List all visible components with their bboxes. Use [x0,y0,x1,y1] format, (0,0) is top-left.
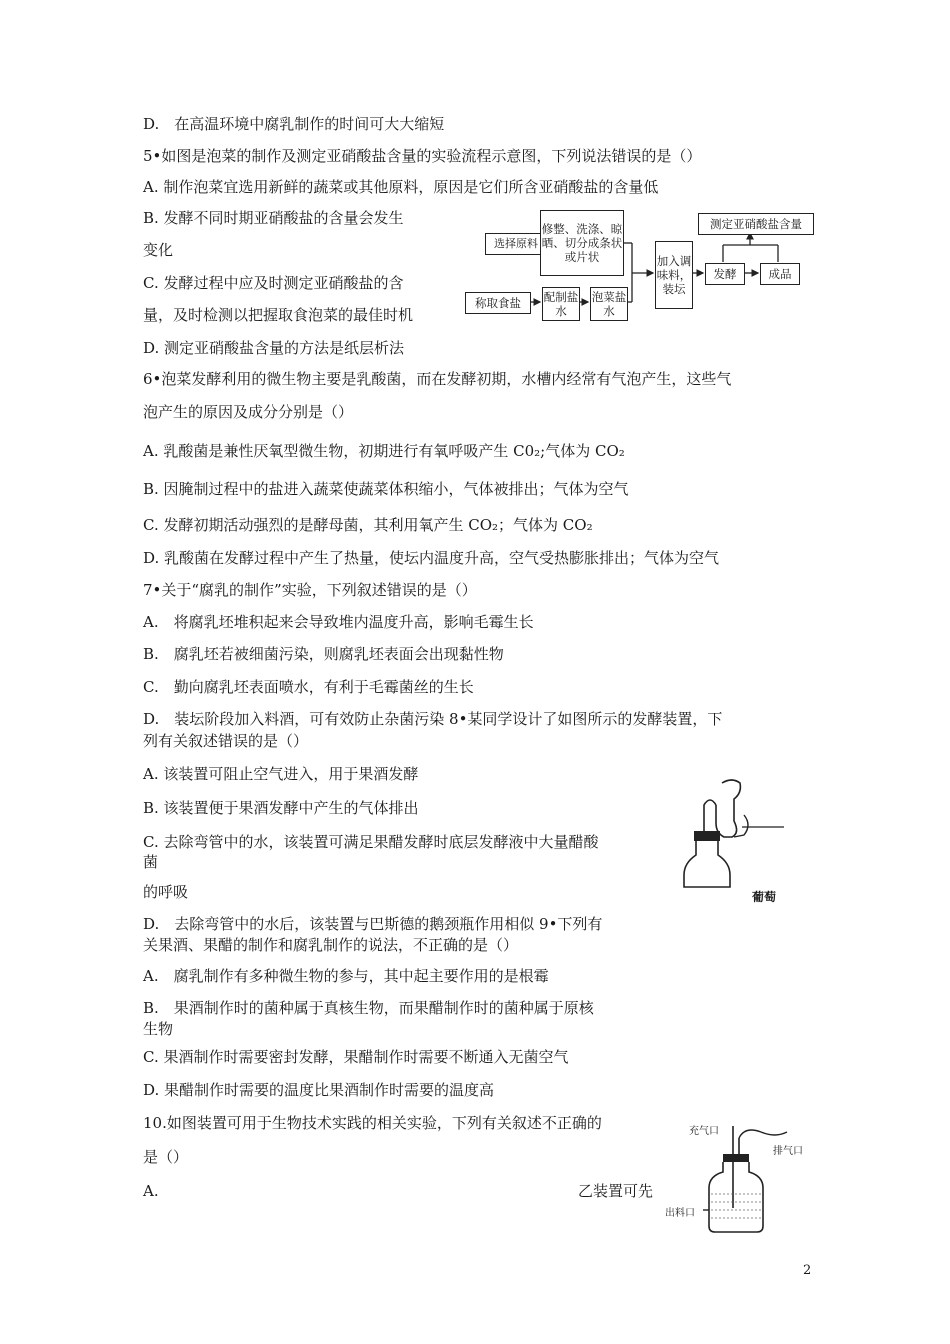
outlet-gas-label: 排气口 [773,1146,803,1157]
question-5: 5•如图是泡菜的制作及测定亚硝酸盐含量的实验流程示意图，下列说法错误的是（） [143,147,702,165]
bottle-drawing [665,1118,810,1243]
question-9-cont: 关果酒、果醋的制作和腐乳制作的说法，不正确的是（） [143,936,519,954]
flask-drawing [680,775,790,905]
option-d-q9: D. 果醋制作时需要的温度比果酒制作时需要的温度高 [143,1081,495,1099]
option-c-q7: C. 勤向腐乳坯表面喷水，有利于毛霉菌丝的生长 [143,678,474,696]
box-ferment: 发酵 [705,263,745,285]
box-select: 选择原料 [485,233,547,255]
page-number: 2 [803,1263,812,1278]
box-pickle-brine: 泡菜盐水 [590,287,628,321]
option-a-q7: A. 将腐乳坯堆积起来会导致堆内温度升高，影响毛霉生长 [143,613,534,631]
option-a-q9: A. 腐乳制作有多种微生物的参与，其中起主要作用的是根霉 [143,967,549,985]
option-d-q8: D. 去除弯管中的水后，该装置与巴斯德的鹅颈瓶作用相似 9•下列有 [143,915,603,933]
option-c-q5-cont: 量，及时检测以把握取食泡菜的最佳时机 [143,306,414,324]
option-d-q5: D. 测定亚硝酸盐含量的方法是纸层析法 [143,339,405,357]
option-c-q8-cont2: 的呼吸 [143,883,189,901]
question-10: 10.如图装置可用于生物技术实践的相关实验，下列有关叙述不正确的 [143,1114,602,1132]
grape-label: 葡萄 [752,890,777,904]
bottle-device [665,1118,810,1243]
inlet-label: 充气口 [689,1126,719,1137]
option-b-q7: B. 腐乳坯若被细菌污染，则腐乳坯表面会出现黏性物 [143,645,504,663]
box-trim: 修整、洗涤、晾晒、切分成条状或片状 [540,210,624,276]
option-b-q6: B. 因腌制过程中的盐进入蔬菜使蔬菜体积缩小，气体被排出；气体为空气 [143,480,629,498]
option-c-q8: C. 去除弯管中的水，该装置可满足果醋发酵时底层发酵液中大量醋酸 [143,833,599,851]
box-brine: 配制盐水 [542,287,580,321]
question-10-cont: 是（） [143,1148,189,1166]
option-c-q5: C. 发酵过程中应及时测定亚硝酸盐的含 [143,274,404,292]
box-weigh: 称取食盐 [465,292,531,314]
option-a-q8: A. 该装置可阻止空气进入，用于果酒发酵 [143,765,419,783]
option-c-q8-cont: 菌 [143,853,159,871]
box-product: 成品 [760,263,800,285]
option-d-q7: D. 装坛阶段加入料酒，可有效防止杂菌污染 8•某同学设计了如图所示的发酵装置，下 [143,710,723,728]
option-a-q10: A. [143,1182,159,1200]
question-7: 7•关于“腐乳的制作”实验，下列叙述错误的是（） [143,581,477,599]
outlet-material-label: 出料口 [665,1208,695,1219]
option-b-q8: B. 该装置便于果酒发酵中产生的气体排出 [143,799,419,817]
option-a-q10-text: 乙装置可先 [578,1182,654,1200]
option-b-q9-cont: 生物 [143,1020,174,1038]
option-c-q6: C. 发酵初期活动强烈的是酵母菌，其利用氧产生 CO₂；气体为 CO₂ [143,516,593,534]
option-d-q6: D. 乳酸菌在发酵过程中产生了热量，使坛内温度升高，空气受热膨胀排出；气体为空气 [143,549,720,567]
option-d-q4: D. 在高温环境中腐乳制作的时间可大大缩短 [143,115,445,133]
fermentation-device [680,775,790,905]
option-a-q5: A. 制作泡菜宜选用新鲜的蔬菜或其他原料，原因是它们所含亚硝酸盐的含量低 [143,178,659,196]
option-b-q9: B. 果酒制作时的菌种属于真核生物，而果醋制作时的菌种属于原核 [143,999,594,1017]
flowchart [460,205,815,325]
option-a-q6: A. 乳酸菌是兼性厌氧型微生物，初期进行有氧呼吸产生 C0₂;气体为 CO₂ [143,442,625,460]
box-measure: 测定亚硝酸盐含量 [698,213,814,235]
box-season: 加入调味料，装坛 [655,241,693,309]
option-b-q5: B. 发酵不同时期亚硝酸盐的含量会发生 [143,209,404,227]
option-c-q9: C. 果酒制作时需要密封发酵，果醋制作时需要不断通入无菌空气 [143,1048,569,1066]
question-6: 6•泡菜发酵利用的微生物主要是乳酸菌，而在发酵初期，水槽内经常有气泡产生，这些气 [143,370,732,388]
question-8-cont: 列有关叙述错误的是（） [143,732,309,750]
option-b-q5-cont: 变化 [143,241,174,259]
question-6-cont: 泡产生的原因及成分分别是（） [143,403,354,421]
